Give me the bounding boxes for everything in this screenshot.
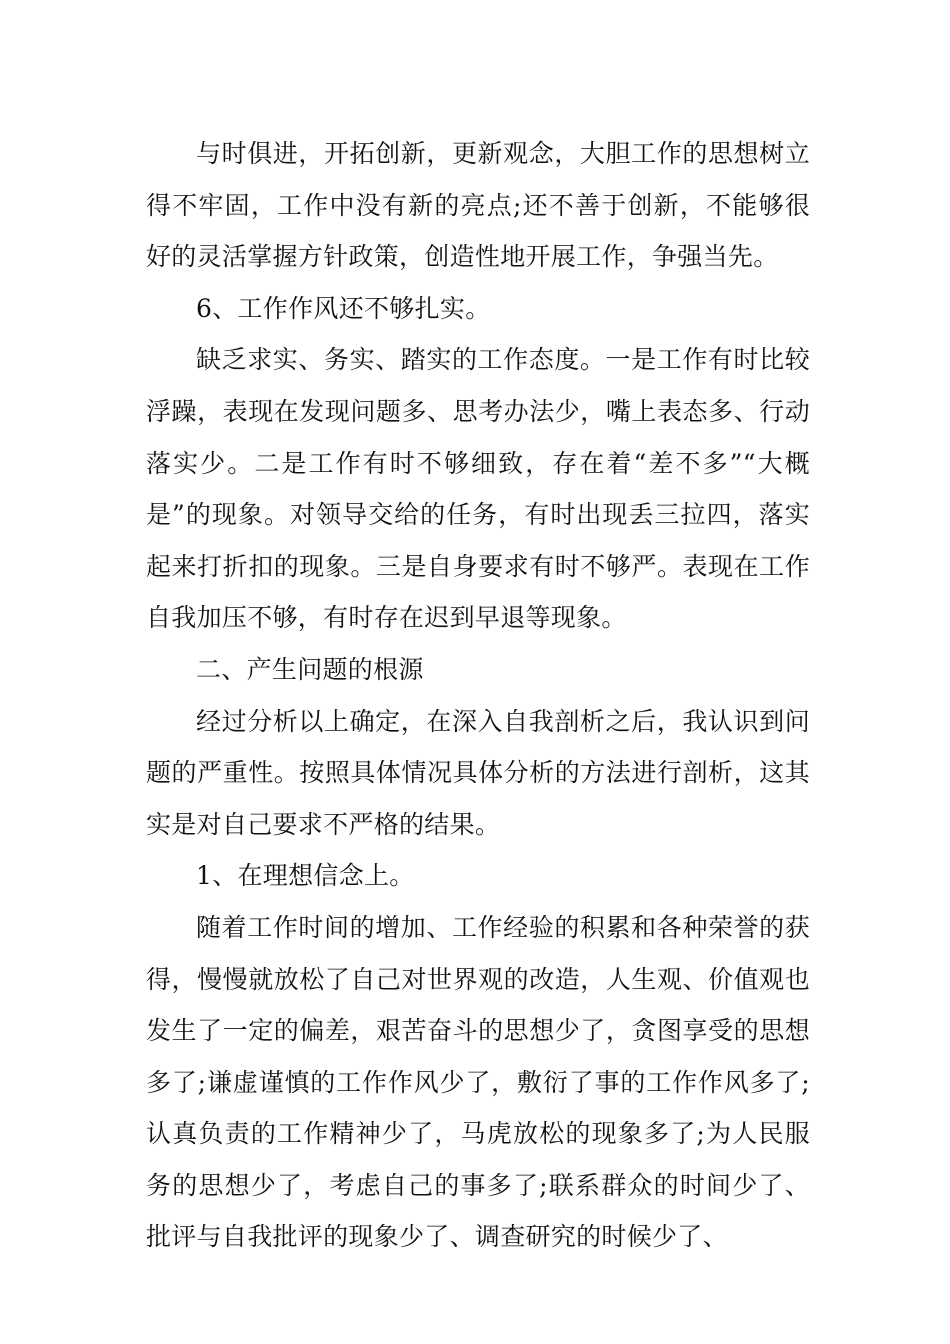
paragraph-innovation: 与时俱进，开拓创新，更新观念，大胆工作的思想树立得不牢固，工作中没有新的亮点;还不善于创新，不能够很好的灵活掌握方针政策，创造性地开展工作，争强当先。 xyxy=(146,139,810,272)
paragraph-worldview: 随着工作时间的增加、工作经验的积累和各种荣誉的获得，慢慢就放松了自己对世界观的改造，人生观、价值观也发生了一定的偏差，艰苦奋斗的思想少了，贪图享受的思想多了;谦虚谨慎的工作作风少了，敷衍了事的工作作风多了;认真负责的工作精神少了，马虎放松的现象多了;为人民服务的思想少了，考虑自己的事多了;联系群众的时间少了、批评与自我批评的现象少了、调查研究的时候少了、 xyxy=(146,912,810,1252)
heading-work-style: 6、工作作风还不够扎实。 xyxy=(196,293,491,323)
heading-problem-roots: 二、产生问题的根源 xyxy=(196,654,424,684)
paragraph-work-attitude: 缺乏求实、务实、踏实的工作态度。一是工作有时比较浮躁，表现在发现问题多、思考办法少，嘴上表态多、行动落实少。二是工作有时不够细致，存在着“差不多”“大概是”的现象。对领导交给的任务，有时出现丢三拉四，落实起来打折扣的现象。三是自身要求有时不够严。表现在工作自我加压不够，有时存在迟到早退等现象。 xyxy=(146,345,810,633)
paragraph-self-analysis: 经过分析以上确定，在深入自我剖析之后，我认识到问题的严重性。按照具体情况具体分析的方法进行剖析，这其实是对自己要求不严格的结果。 xyxy=(146,706,810,839)
document-body xyxy=(146,128,810,1263)
heading-ideals-beliefs: 1、在理想信念上。 xyxy=(196,861,415,891)
